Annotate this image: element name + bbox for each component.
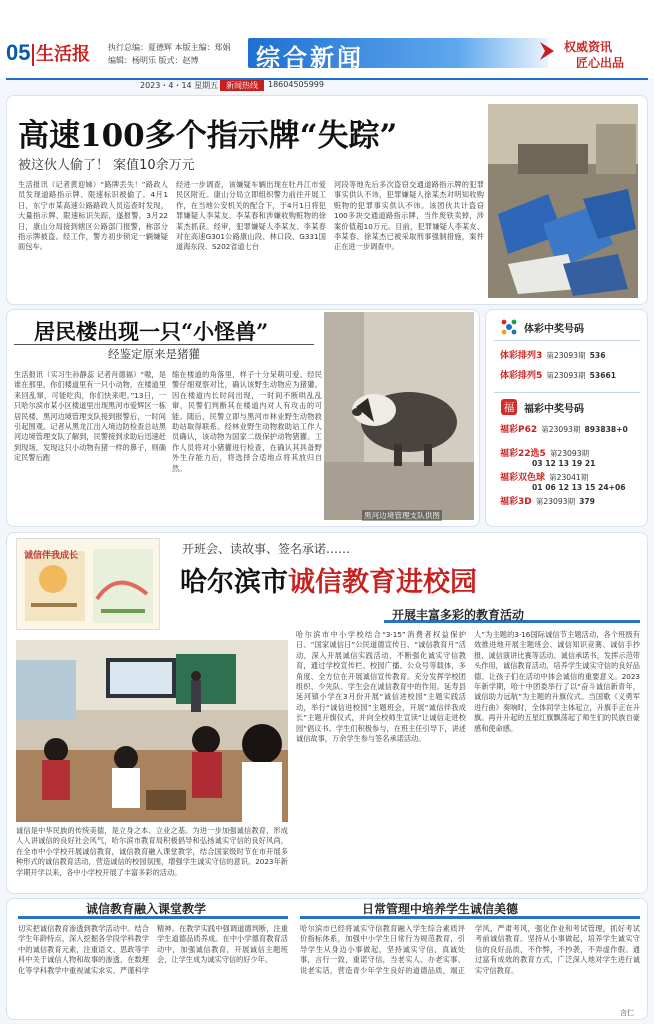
lottery-numbers: 379	[579, 497, 595, 506]
story-integrity-col2: 人”为主题的3·16国际诚信节主题活动，各个班级有效推进地开展主题班会、诚信知识竞赛、诚信手抄报、诚信演讲比赛等活动。诚信承诺书，发挥示范带头作用，诚信教育活动，培养学生诚实守信的良好品德。让孩子们在活动中体会诚信的重要意义。2023年新学期，哈十中团委举行了以“奋斗诚信新青年，诚信助力远航”为主题的升旗仪式。当国歌《义勇军进行曲》奏响时，全体同学主体起立，升旗手正在升旗。再升升起的五星红旗飘荡起了师生们的民族自豪感和使命感。	[474, 630, 640, 733]
hotline-number: 18604505999	[268, 80, 324, 89]
paper-name: 生活报	[36, 44, 90, 65]
lottery-issue: 第23093期	[541, 425, 581, 434]
lottery-row	[500, 348, 605, 361]
lottery-game: 体彩排列5	[500, 371, 543, 381]
lottery-issue: 第23093期	[549, 449, 590, 458]
header-divider	[32, 44, 34, 66]
story-signs-col2: 经进一步调查，该嫌疑车辆出现在牡丹江市爱民区附近。康山分局立即组织警力前往开展工作，在当地公安机关的配合下，于4月1日将犯罪嫌疑人李某友、李某春和涉嫌收购赃物的徐某杰抓获。经审，犯罪嫌疑人李某友、李某春对在高速G301公路康山段、林口段、G331国道海东段、S202省道七台	[176, 180, 326, 252]
byline: 言仁	[620, 1009, 634, 1017]
lottery-row	[500, 446, 595, 468]
badger-photo	[324, 312, 474, 520]
page-number: 05	[6, 40, 31, 65]
lottery-numbers: 893838+0	[584, 425, 628, 434]
lottery-row	[500, 470, 626, 492]
story-integrity-lead: 诚信是中华民族的传统美德，是立身之本、立业之基。为进一步加强诚信教育，形成人人讲诚信的良好社会风气，哈尔滨市教育局积极倡导和弘扬诚实守信的良好风尚，在全市中小学校开展诚信教育，诚信教育融入课堂教学，结合国家级时节在市开展多种形式的诚信教育活动，营造诚信的校园氛围，增强学生诚实守信的意识。2023年新学期开学以来，各中小学校开展了丰富多彩的活动。	[16, 826, 288, 877]
sports-lottery-title: 体彩中奖号码	[524, 324, 584, 335]
story-integrity-col4: 哈尔滨市已经将诚实守信教育融入学生综合素质评价指标体系，加强中小学生日常行为规范教育，引导学生从身边小事做起，坚持诚实守信，真诚处事，言行一致，重诺守信，当老实人、办老实事、说老实话，营造青少年学生良好的道德品质，端正学风，严肃考风，强化作业和考试管理，抓好考试考前诚信教育。坚持从小事做起，培养学生诚实守信的良好品质，不作弊，不抄袭，不弄虚作假。通过富有成效的教育方式，广泛深入地对学生进行诚实守信教育。	[300, 924, 640, 975]
title-plain: 哈尔滨市	[180, 567, 288, 598]
lottery-divider-1	[494, 340, 640, 341]
story-signs-subtitle: 被这伙人偷了！ 案值10余万元	[18, 158, 195, 173]
slogan-1: 权威资讯	[564, 40, 613, 54]
staff-line-1: 执行总编：夏德辉 本版主编：郑娟	[108, 43, 231, 52]
lottery-game: 体彩排列3	[500, 351, 543, 361]
lottery-numbers: 536	[589, 351, 606, 360]
story-badger-col2: 缩在楼道的角落里，样子十分呆萌可爱。经民警仔细观察对比，确认该野生动物应为猪獾。因在楼道内长时间出现，一时间不断哄乱乱窜，民警们判断其在楼道内对人有攻击的可能。随后，民警立即与黑河市林业野生动物救助站取得联系。经林业野生动物救助站工作人员确认，该动物为国家二级保护动物猪獾。工作人员将对小猪獾进行检查，在确认其具备野外生存能力后，将选择合适地点将其放归自然。	[172, 370, 322, 473]
date-bar	[6, 78, 648, 90]
hotline-label: 新闻热线	[220, 80, 264, 91]
lottery-issue: 第23093期	[546, 371, 586, 380]
story-signs-col3: 河段等地先后多次盗窃交通道路指示牌的犯罪事实供认不讳，犯罪嫌疑人徐某杰对明知收购赃物的犯罪事实供认不讳。该团伙共计盗窃100多块交通道路指示牌，当作废铁卖掉，涉案价值超10万元。目前，犯罪嫌疑人李某友、李某春、徐某杰已被采取刑事强制措施，案件正在进一步调查中。	[334, 180, 484, 252]
svg-text:福: 福	[503, 401, 515, 414]
lottery-numbers: 01 06 12 13 15 24+06	[532, 483, 626, 492]
section-title-daily: 日常管理中培养学生诚信美德	[362, 902, 519, 916]
lottery-divider-2	[494, 392, 640, 393]
story-integrity-kicker: 开班会、读故事、签名承诺……	[182, 542, 351, 556]
page-header	[0, 0, 654, 78]
section-title: 综合新闻	[256, 44, 364, 72]
lottery-game: 福彩3D	[500, 497, 532, 507]
story-badger-rule	[14, 344, 314, 345]
story-badger-col1: 生活报讯（实习生孙静蕊 记者肖德福）“嗷，是谁在那里，你们楼道里有一只小动物，在楼道里来回乱窜，可能吃肉，你们快来吧。”13日，一只哈尔滨市某小区楼道里出现黑河市爱辉区一栋居民楼，黑河边境管理支队接到报警后，一时间引起围观。记者从黑龙江出入境边防检查总站黑河边境管理支队了解到，民警接到求助后迅速赶到现场，发现这只小动物有猪一样的鼻子，则确定民警后跑	[14, 370, 166, 463]
poster-title: 诚信伴我成长	[24, 551, 79, 561]
section-title-activities: 开展丰富多彩的教育活动	[392, 608, 525, 622]
issue-date: 2023・4・14 星期五	[140, 81, 219, 90]
title-accent: 诚信教育进校园	[288, 567, 477, 598]
story-badger-title: 居民楼出现一只“小怪兽”	[34, 319, 269, 344]
arrow-icon	[536, 40, 558, 62]
sports-lottery-logo-icon	[500, 318, 518, 336]
story-badger-subtitle: 经鉴定原来是猪獾	[108, 347, 200, 361]
lottery-issue: 第23093期	[535, 497, 576, 506]
lottery-issue: 第23041期	[549, 473, 589, 482]
lottery-game: 福彩双色球	[500, 473, 546, 483]
story-integrity-col3: 切实把诚信教育渗透到教学活动中。结合学生年龄特点，深入挖掘各学段学科教学中的诚信教育元素，注重语文、思政等学科中关于诚信人物和故事的渗透，在数理化等学科教学中重视诚实求实、严谨科学精神。在教学实践中强调道德判断，注重学生道德品质养成。在中小学德育教育活动中，加强诚信教育，开展诚信主题班会，让学生成为诚实守信的好少年。	[18, 924, 288, 975]
lottery-numbers: 53661	[589, 371, 617, 380]
lottery-numbers: 03 12 13 19 21	[532, 459, 596, 468]
welfare-lottery-logo-icon	[500, 398, 518, 416]
section-title-classroom: 诚信教育融入课堂教学	[86, 902, 207, 916]
story-signs-title: 高速100多个指示牌“失踪”	[18, 118, 398, 154]
welfare-lottery-title: 福彩中奖号码	[524, 404, 584, 415]
slogan-2: 匠心出品	[576, 56, 625, 70]
classroom-photo	[16, 640, 288, 822]
badger-photo-caption: 黑河边境管理支队供图	[364, 511, 440, 520]
lottery-game: 福彩P62	[500, 425, 538, 435]
lottery-row	[500, 368, 616, 381]
lottery-game: 福彩22选5	[500, 449, 546, 459]
lottery-issue: 第23093期	[546, 351, 586, 360]
story-signs-col1: 生活报讯（记者黄迎娣）“路牌丢失！”路政人员发现道路指示牌、限速标识被偷了。4月1日，东宁市某高速公路路政人员巡查时发现，大量指示牌、限速标识失踪，遂报警。3月22日，康山分局接到辖区公路部门报警，称部分指示牌被盗。经工作，警方初步锁定一辆嫌疑面包车。	[18, 180, 168, 252]
lottery-row	[500, 422, 628, 435]
story-integrity-title	[180, 560, 477, 599]
story-integrity-col1: 哈尔滨市中小学校结合“3·15”消费者权益保护日、“国家诚信日”公民道德宣传日、“诚信教育月”活动，深入开展诚信实践活动，不断强化诚实守信教育，通过学校宣传栏、校园广播、公众号等载体，多角度、全方位在开展诚信宣传教育。充分发挥学校团组织、少先队、学生会在诚信教育中的作用。延寿县延河镇小学在3月份开展“诚信进校园”主题实践活动，举行“诚信进校园”主题班会，开展“诚信伴我成长”主题升旗仪式，并向全校师生宣读“让诚信走进校园”倡议书。学生们积极参与，在班主任引导下，讲述诚信故事，万余学生参与签名承诺活动。	[296, 630, 466, 744]
recovered-signs-photo	[488, 104, 638, 298]
staff-line-2: 编辑：杨明乐 版式：赵博	[108, 56, 199, 65]
lottery-row	[500, 494, 595, 507]
